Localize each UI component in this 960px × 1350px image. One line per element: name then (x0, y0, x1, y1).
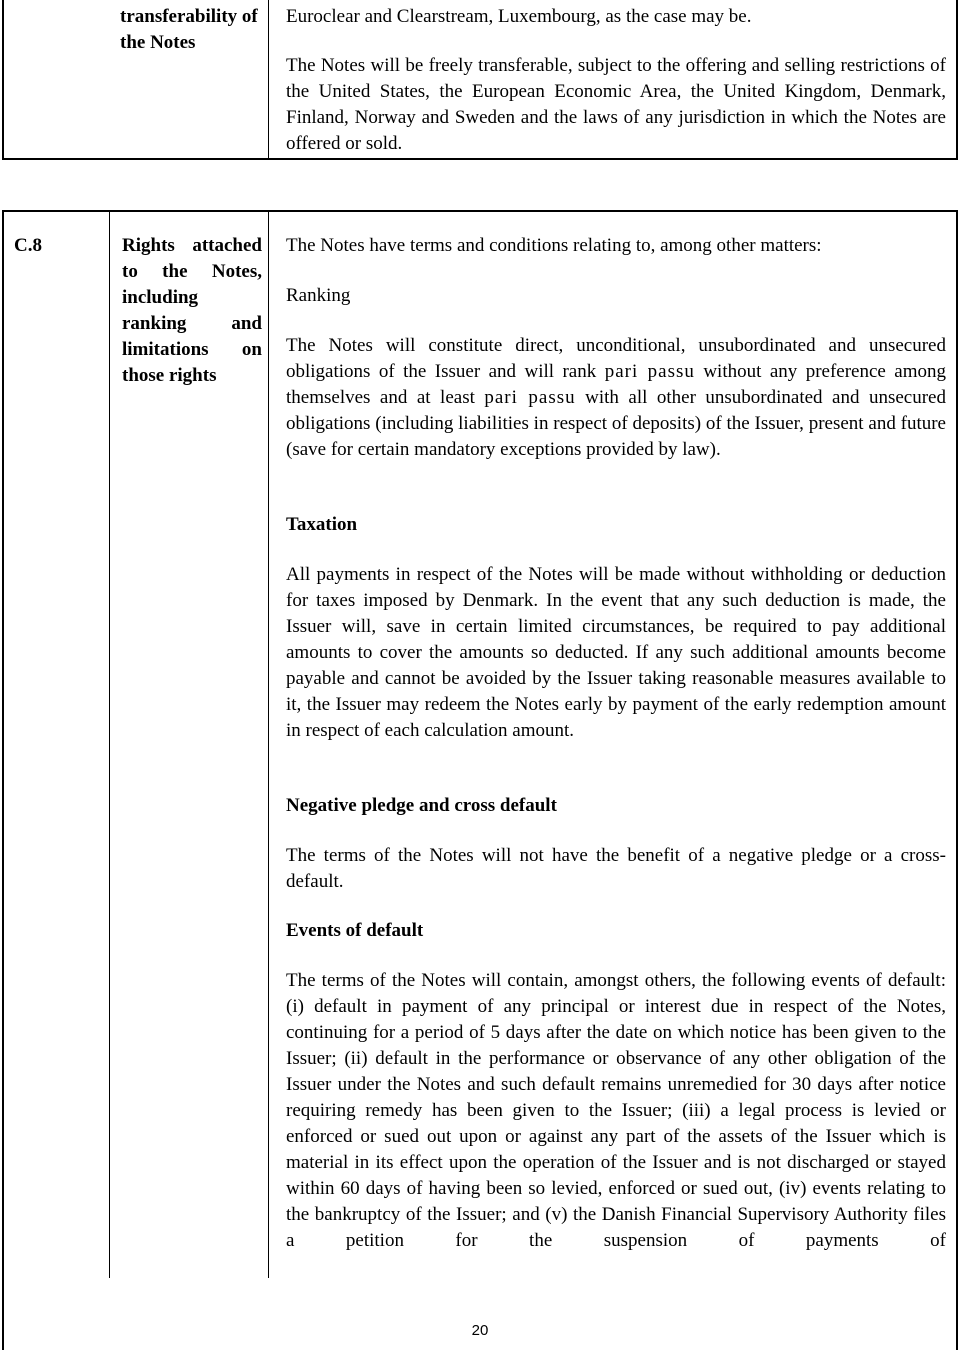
row-label-transferability: transferability of the Notes (120, 6, 258, 53)
ranking-paragraph: The Notes will constitute direct, unconditional, unsubordinated and unsecured obligations of the Issuer and will rank pari passu without any preference among themselves and at least pari passu with all other unsubordinated and unsecured obligations (including liabilities in respect of deposits) of the Issuer, present and future (save for certain mandatory exceptions provided by law). (286, 335, 946, 460)
terms-intro: The Notes have terms and conditions relating to, among other matters: (286, 235, 822, 256)
pari-passu-term: pari passu (484, 387, 576, 408)
clearing-systems-line: Euroclear and Clearstream, Luxembourg, as the case may be. (286, 6, 752, 27)
negative-pledge-paragraph: The terms of the Notes will not have the benefit of a negative pledge or a cross-default. (286, 845, 946, 892)
taxation-heading: Taxation (286, 514, 358, 535)
page-number: 20 (471, 1322, 489, 1339)
column-divider (268, 212, 269, 1278)
events-of-default-heading: Events of default (286, 920, 424, 941)
transferability-paragraph: The Notes will be freely transferable, subject to the offering and selling restrictions of the United States, the European Economic Area, the United Kingdom, Denmark, Finland, Norway and Sweden and the laws of any jurisdiction in which the Notes are offered or sold. (286, 55, 946, 154)
ranking-heading: Ranking (286, 285, 351, 306)
column-divider (268, 0, 269, 158)
negative-pledge-heading: Negative pledge and cross default (286, 795, 557, 816)
section-number: C.8 (14, 235, 42, 256)
events-of-default-paragraph: The terms of the Notes will contain, amongst others, the following events of default: (i) default in payment of any principal or interest due in respect of the Notes, continuing for a period of 5 days after the date on which notice has been given to the Issuer; (ii) default in the performance or observance of any other obligation of the Issuer under the Notes and such default remains unremedied for 30 days after notice requiring remedy has been given to the Issuer; (iii) a legal process is levied or enforced or sued out upon or against any part of the assets of the Issuer which is material in its effect upon the operation of the Issuer and is not discharged or stayed within 60 days of having been so levied, enforced or sued out, (iv) events relating to the bankruptcy of the Issuer; and (v) the Danish Financial Supervisory Authority files a petition for the suspension of payments of (286, 970, 946, 1251)
column-divider (109, 212, 110, 1278)
section-label: Rights attached to the Notes, including ranking and limitations on those rights (122, 235, 262, 386)
pari-passu-term: pari passu (604, 361, 695, 382)
taxation-paragraph: All payments in respect of the Notes will be made without withholding or deduction for taxes imposed by Denmark. In the event that any such deduction is made, the Issuer will, save in certain limited circumstances, be required to pay additional amounts to cover the amounts so deducted. If any such additional amounts become payable and cannot be avoided by the Issuer taking reasonable measures available to it, the Issuer may redeem the Notes early by payment of the early redemption amount in respect of each calculation amount. (286, 564, 946, 741)
